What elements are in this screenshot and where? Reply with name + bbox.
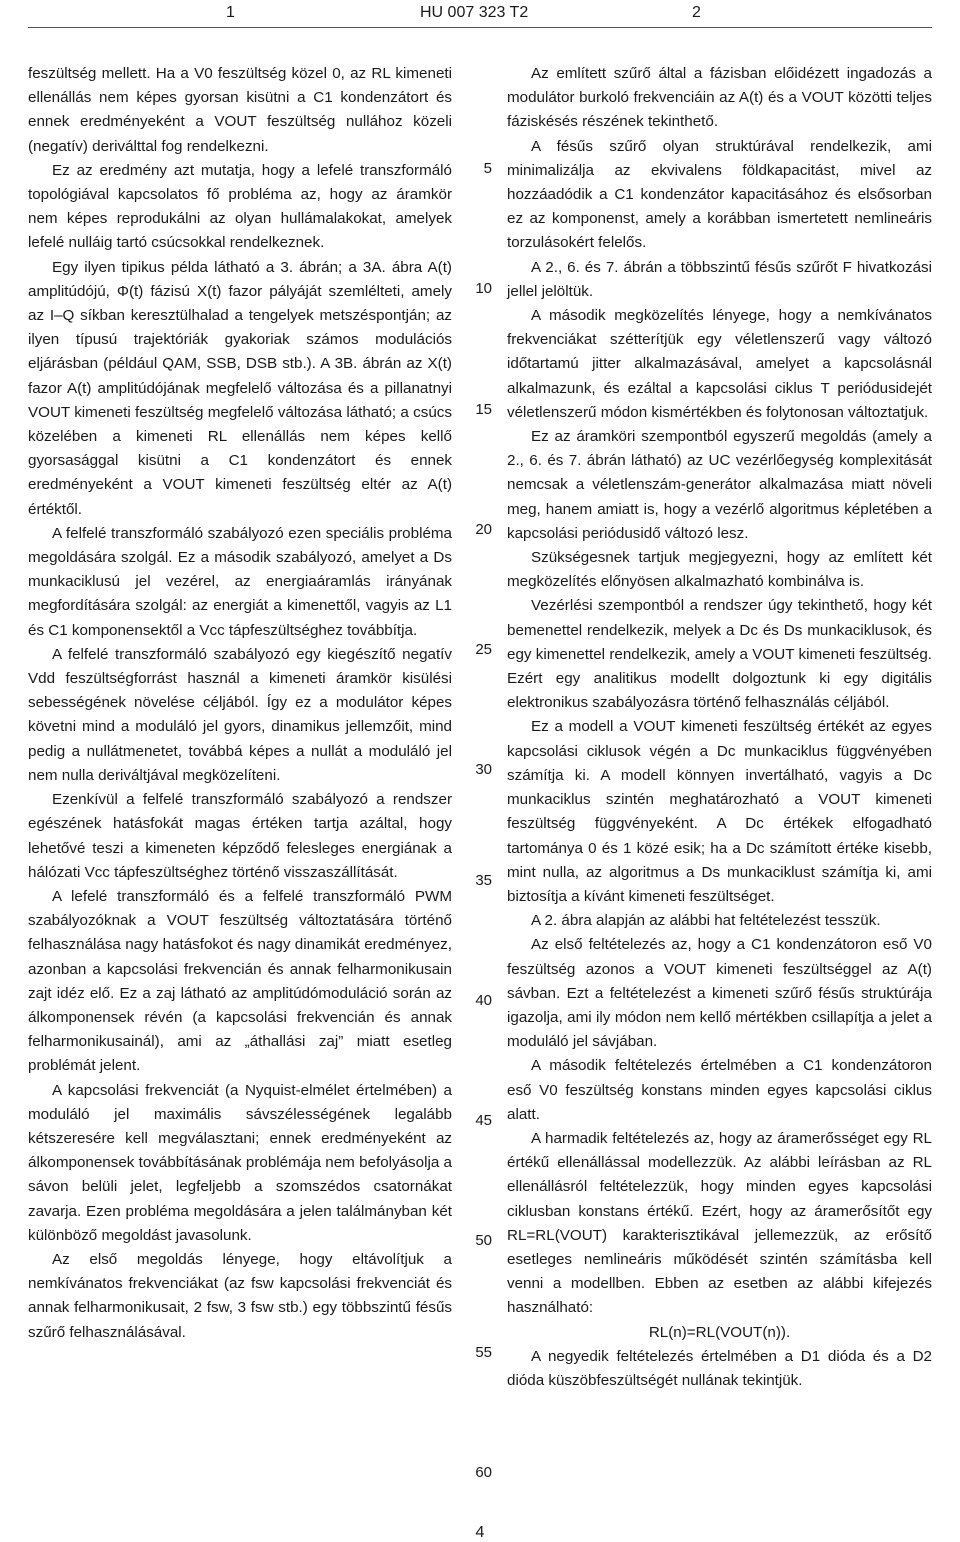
paragraph: feszültség mellett. Ha a V0 feszültség közel 0, az RL kimeneti ellenállás nem képes gyorsan kisütni a C1 kondenzátort és ennek eredményeként a VOUT feszültség nullához közeli (negatív) deriválttal fog rendelkezni. xyxy=(28,65,452,155)
line-number: 40 xyxy=(475,992,492,1009)
paragraph: A 2., 6. és 7. ábrán a többszintű fésűs szűrőt F hivatkozási jellel jelöltük. xyxy=(507,258,932,300)
paragraph: Szükségesnek tartjuk megjegyezni, hogy az említett két megközelítés előnyösen alkalmazható kombinálva is. xyxy=(507,549,932,591)
header-rule xyxy=(28,27,932,28)
line-number: 15 xyxy=(475,401,492,418)
line-number: 25 xyxy=(475,641,492,658)
paragraph: A fésűs szűrő olyan struktúrával rendelkezik, ami minimalizálja az ekvivalens földkapacitást, mivel az hozzáadódik a C1 kondenzátor kapacitásához és elsősorban ez az komponenst, amely a korábban ismertetett nemlineáris torzulásokért felelős. xyxy=(507,137,932,252)
line-number: 45 xyxy=(475,1112,492,1129)
paragraph: A 2. ábra alapján az alábbi hat feltételezést tesszük. xyxy=(531,912,881,930)
line-number: 55 xyxy=(475,1344,492,1361)
right-page-number: 2 xyxy=(692,4,701,21)
line-number: 30 xyxy=(475,761,492,778)
patent-id: HU 007 323 T2 xyxy=(420,4,529,21)
line-number: 20 xyxy=(475,521,492,538)
line-number: 35 xyxy=(475,872,492,889)
paragraph: A felfelé transzformáló szabályozó egy kiegészítő negatív Vdd feszültségforrást használ a kimeneti áramkör kisülési sebességének növelése céljából. Így ez a modulátor képes követni mind a moduláló jel gyors, dinamikus jellemzőit, mind pedig a nullátmenetet, továbbá képes a nullát a moduláló jel nem nulla deriváltjával megközelíteni. xyxy=(28,645,452,784)
paragraph: Az első feltételezés az, hogy a C1 kondenzátoron eső V0 feszültség azonos a VOUT kimeneti feszültséggel az A(t) sávban. Ezt a feltételezést a kimeneti szűrő fésűs struktúrája igazolja, ami ily módon nem kellő mértékben csillapítja a jelet a moduláló jel sávjában. xyxy=(507,936,932,1051)
paragraph: A kapcsolási frekvenciát (a Nyquist-elmélet értelmében) a moduláló jel maximális sávszélességének legalább kétszeresére kell megválasztani; ennek eredményeként az álkomponensek továbbításának problémája nem befolyásolja a sávon belüli jelet, legfeljebb a szomszédos csatornákat zavarja. Ezen probléma megoldására a jelen találmányban két különböző megoldást javasolunk. xyxy=(28,1081,452,1244)
paragraph: Ezenkívül a felfelé transzformáló szabályozó a rendszer egészének hatásfokát magas értéken tartja azáltal, hogy lehetővé teszi a kimeneten képződő felesleges energiának a hálózati Vcc tápfeszültséghez történő visszaszállítását. xyxy=(28,791,452,881)
paragraph: Ez az áramköri szempontból egyszerű megoldás (amely a 2., 6. és 7. ábrán látható) az UC vezérlőegység komplexitását nemcsak a véletlenszám-generátor alkalmazása miatt növeli meg, hanem amiatt is, hogy a vezérlő algoritmus képletében a kapcsolási periódusidő változó lesz. xyxy=(507,428,932,542)
page-footer-number: 4 xyxy=(475,1524,485,1541)
formula: RL(n)=RL(VOUT(n)). xyxy=(648,1323,791,1341)
line-number: 5 xyxy=(483,160,492,177)
left-column xyxy=(28,62,452,1345)
line-number: 10 xyxy=(475,280,492,297)
paragraph: Az említett szűrő által a fázisban előidézett ingadozás a modulátor burkoló frekvenciáin az A(t) és a VOUT közötti teljes fáziskésés részének tekinthető. xyxy=(507,65,932,131)
paragraph: A lefelé transzformáló és a felfelé transzformáló PWM szabályozóknak a VOUT feszültség változtatására történő felhasználása nagy hatásfokot és nagy dinamikát eredményez, azonban a kapcsolási frekvencián és annak felharmonikusain zajt idéz elő. Ez a zaj látható az amplitúdómoduláció során az álkomponensek révén (a kapcsolási frekvencián és annak felharmonikusainál), ami az „áthallási zaj” miatt esetleg problémát jelent. xyxy=(28,887,452,1075)
page-header xyxy=(0,0,960,40)
line-number: 60 xyxy=(475,1464,492,1481)
paragraph: A negyedik feltételezés értelmében a D1 dióda és a D2 dióda küszöbfeszültségét nullának tekintjük. xyxy=(507,1347,932,1389)
line-number: 50 xyxy=(475,1232,492,1249)
paragraph: A második feltételezés értelmében a C1 kondenzátoron eső V0 feszültség konstans minden egyes kapcsolási ciklus alatt. xyxy=(507,1057,932,1123)
paragraph: A harmadik feltételezés az, hogy az áramerősséget egy RL értékű ellenállással modellezzük. Az alábbi leírásban az RL ellenállásról feltételezzük, hogy minden egyes kapcsolási ciklusban konstans értékű. Ezért, hogy az áramerősítőt egy RL=RL(VOUT) karakterisztikával jellemezzük, az erősítő esetleges nemlineáris működését szintén számításba kell venni a modellben. Ebben az esetben az alábbi kifejezés használható: xyxy=(507,1129,932,1317)
paragraph: Vezérlési szempontból a rendszer úgy tekinthető, hogy két bemenettel rendelkezik, melyek a Dc és Ds munkaciklusok, és egy kimenettel rendelkezik, amely a VOUT kimeneti feszültség. Ezért egy analitikus modellt dolgoztunk ki egy digitális elektronikus szabályozásra történő felhasználás céljából. xyxy=(507,597,932,712)
paragraph: Egy ilyen tipikus példa látható a 3. ábrán; a 3A. ábra A(t) amplitúdójú, Φ(t) fázisú X(t) fazor pályáját szemlélteti, amely az I–Q síkban keresztülhalad a tengelyek metszéspontján; az ilyen típusú trajektóriák gyakoriak számos modulációs eljárásban (például QAM, SSB, DSB stb.). A 3B. ábrán az X(t) fazor A(t) amplitúdójának megfelelő változása és a pillanatnyi VOUT kimeneti feszültség megfelelő változása látható; a csúcs közelében a kimeneti RL ellenállás nem képes kellő gyorsasággal kisütni a C1 kondenzátort és ennek eredményeként a VOUT kimeneti feszültség eltér az A(t) értéktől. xyxy=(28,258,452,518)
paragraph: Ez az eredmény azt mutatja, hogy a lefelé transzformáló topológiával kapcsolatos fő probléma az, hogy az áramkör nem képes reprodukálni az olyan hullámalakokat, amelyek lefelé nulláig tartó csúcsokkal rendelkeznek. xyxy=(28,161,452,252)
paragraph: A felfelé transzformáló szabályozó ezen speciális probléma megoldására szolgál. Ez a második szabályozó, amelyet a Ds munkaciklusú jel vezérel, az energiaáramlás irányának megfordítására szolgál: az energiát a kimenettől, vagyis az L1 és C1 komponensektől a Vcc tápfeszültséghez továbbítja. xyxy=(28,524,452,639)
right-column xyxy=(507,62,932,1393)
paragraph: A második megközelítés lényege, hogy a nemkívánatos frekvenciákat szétterítjük egy véletlenszerű vagy változó időtartamú jitter alkalmazásával, amelyet a kapcsolásnál alkalmazunk, és ezáltal a kapcsolási ciklus T periódusidejét véletlenszerű módon kismértékben és folytonosan változtatjuk. xyxy=(507,307,932,421)
left-page-number: 1 xyxy=(226,4,235,21)
paragraph: Az első megoldás lényege, hogy eltávolítjuk a nemkívánatos frekvenciákat (az fsw kapcsolási frekvenciát és annak felharmonikusait, 2 fsw, 3 fsw stb.) egy többszintű fésűs szűrő felhasználásával. xyxy=(28,1250,452,1341)
paragraph: Ez a modell a VOUT kimeneti feszültség értékét az egyes kapcsolási ciklusok végén a Dc munkaciklus függvényében számítja ki. A modell könnyen invertálható, vagyis a Dc munkaciklus szintén meghatározható a VOUT kimeneti feszültség függvényeként. A Dc értékek elfogadható tartománya 0 és 1 közé esik; ha a Dc számított értéke kisebb, mint nulla, az algoritmus a Ds munkaciklust számítja ki, ami biztosítja a kívánt kimeneti feszültséget. xyxy=(507,718,932,905)
